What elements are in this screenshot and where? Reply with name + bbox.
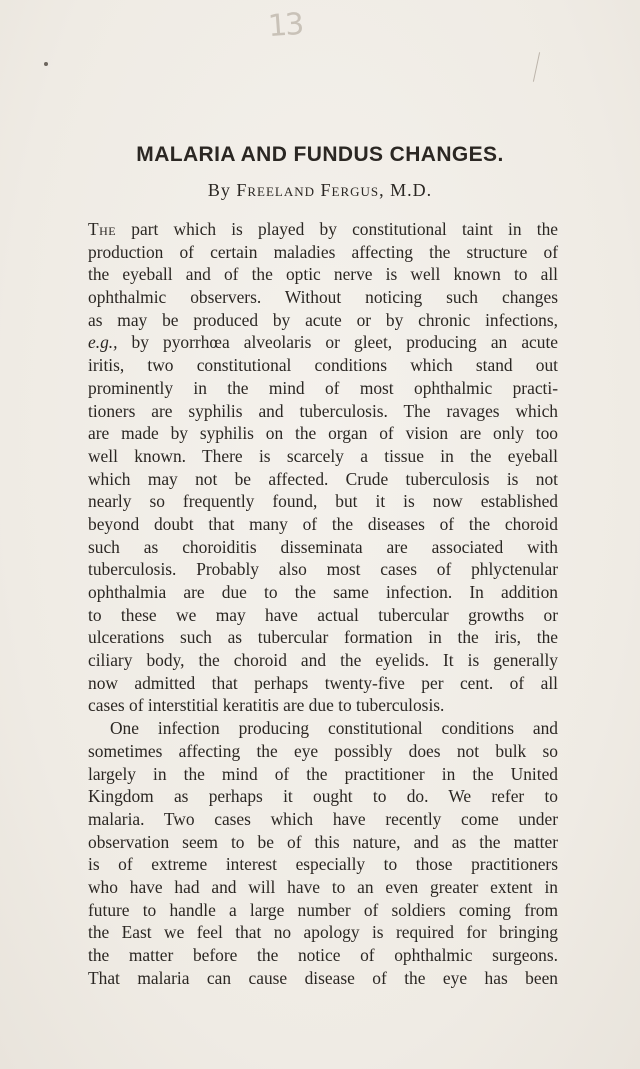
pencil-stroke: [533, 52, 540, 82]
text-line: tuberculosis. Probably also most cases of phlyctenular: [88, 559, 558, 580]
text-line: now admitted that perhaps twenty-five per cent. of all: [88, 672, 558, 693]
text-line: iritis, two constitutional conditions which stand out: [88, 355, 558, 376]
text-line: ophthalmic observers. Without noticing such changes: [88, 287, 558, 308]
text-line: is of extreme interest especially to those practitioners: [88, 854, 558, 875]
text-line: as may be produced by acute or by chronic infections,: [88, 309, 558, 330]
opening-word: The: [88, 219, 117, 239]
text-line: future to handle a large number of soldiers coming from: [88, 899, 558, 920]
text-line: such as choroiditis disseminata are associated with: [88, 536, 558, 557]
text-line: prominently in the mind of most ophthalmic practi-: [88, 377, 558, 398]
text-line: [88, 218, 558, 241]
text-line: to these we may have actual tubercular growths or: [88, 604, 558, 625]
italic-abbrev: e.g.,: [88, 332, 118, 353]
text-line: who have had and will have to an even greater extent in: [88, 876, 558, 897]
text-line: the matter before the notice of ophthalmic surgeons.: [88, 945, 558, 965]
text-line: beyond doubt that many of the diseases of the choroid: [88, 513, 558, 534]
text-line: Kingdom as perhaps it ought to do. We refer to: [88, 786, 558, 807]
byline-prefix: By: [207, 180, 231, 200]
line-text: by pyorrhœa alveolaris or gleet, producing an acute: [117, 332, 558, 353]
byline: [0, 180, 640, 201]
text-line: tioners are syphilis and tuberculosis. The ravages which: [88, 400, 558, 421]
text-line: That malaria can cause disease of the eye has been: [88, 967, 558, 988]
text-line: nearly so frequently found, but it is now established: [88, 491, 558, 512]
text-line: production of certain maladies affecting the structure of: [88, 241, 558, 262]
text-line: ophthalmia are due to the same infection. In addition: [88, 582, 558, 602]
article-body: [88, 218, 558, 989]
text-line: observation seem to be of this nature, and as the matter: [88, 831, 558, 852]
text-line: cases of interstitial keratitis are due to tuberculosis.: [88, 695, 445, 716]
pencil-page-number: 13: [266, 6, 304, 45]
ink-speck: [44, 62, 48, 66]
text-line: the East we feel that no apology is required for bringing: [88, 922, 558, 943]
text-line: ulcerations such as tubercular formation in the iris, the: [88, 627, 558, 648]
text-line: One infection producing constitutional conditions and: [110, 718, 558, 739]
text-line: ciliary body, the choroid and the eyelids. It is generally: [88, 650, 558, 671]
text-line: malaria. Two cases which have recently come under: [88, 808, 558, 829]
text-line: are made by syphilis on the organ of vision are only too: [88, 423, 558, 444]
text-line: well known. There is scarcely a tissue in the eyeball: [88, 445, 558, 466]
text-line: largely in the mind of the practitioner in the United: [88, 763, 558, 784]
line-text: part which is played by constitutional taint in the: [116, 219, 558, 239]
article-title: MALARIA AND FUNDUS CHANGES.: [136, 143, 504, 166]
text-line: which may not be affected. Crude tuberculosis is not: [88, 468, 558, 489]
text-line: sometimes affecting the eye possibly does not bulk so: [88, 740, 558, 761]
text-line: [88, 331, 558, 354]
author-name: Freeland Fergus, M.D.: [236, 180, 433, 200]
text-line: the eyeball and of the optic nerve is well known to all: [88, 264, 558, 285]
